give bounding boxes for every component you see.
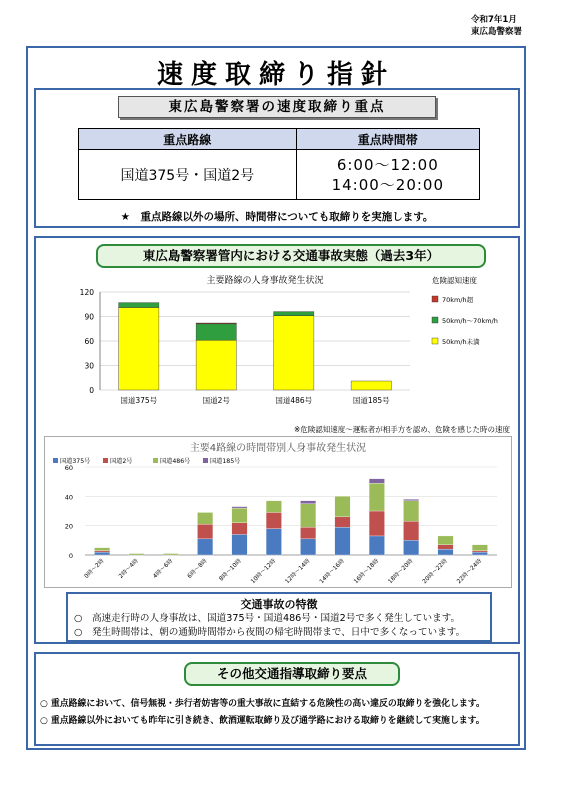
legend-label: 50km/h～70km/h (442, 317, 498, 325)
legend-label: 国道2号 (110, 458, 133, 465)
y-tick-label: 60 (84, 337, 94, 346)
bar-segment (163, 554, 178, 555)
bar-segment (94, 552, 109, 555)
bar-segment (403, 521, 418, 540)
y-tick-label: 120 (79, 288, 94, 297)
y-tick-label: 20 (64, 522, 73, 531)
timeband-accident-chart (45, 437, 511, 587)
legend-swatch (432, 317, 438, 323)
other-items (40, 696, 516, 730)
bar-segment (197, 524, 212, 539)
bar-segment (197, 512, 212, 524)
feature-item: ○ 発生時間帯は、朝の通勤時間帯から夜間の帰宅時間帯まで、日中で多くなっています。 (74, 627, 466, 638)
bar-segment (472, 545, 487, 551)
x-tick-label: 6時～8時 (186, 558, 209, 580)
x-tick-label: 国道486号 (275, 396, 313, 405)
main-frame (26, 46, 526, 750)
bar-segment (129, 554, 144, 555)
bar-segment (197, 539, 212, 555)
route-value: 国道375号・国道2号 (79, 150, 297, 200)
bar-segment (403, 499, 418, 500)
legend-label: 国道185号 (210, 458, 241, 465)
legend-swatch (432, 338, 438, 344)
chart-title: 主要路線の人身事故発生状況 (206, 276, 324, 286)
legend-swatch (103, 458, 108, 463)
header-office: 東広島警察署 (470, 27, 522, 37)
y-tick-label: 0 (89, 386, 94, 395)
x-tick-label: 2時～4時 (118, 558, 140, 580)
y-tick-label: 30 (84, 361, 94, 371)
bar-segment (438, 549, 453, 555)
x-tick-label: 14時～16時 (318, 558, 346, 586)
bar-segment (300, 539, 315, 555)
feature-item: ○ 高速走行時の人身事故は、国道375号・国道486号・国道2号で多く発生しています。 (74, 613, 461, 624)
legend-swatch (153, 458, 158, 463)
x-tick-label: 10時～12時 (250, 558, 278, 586)
bar-segment (438, 545, 453, 549)
bar-segment (196, 340, 236, 390)
bar-segment (335, 527, 350, 555)
legend-swatch (203, 458, 208, 463)
x-tick-label: 4時～6時 (152, 558, 175, 580)
bar-segment (232, 523, 247, 535)
timeband-chart-box (44, 436, 512, 588)
route-accident-chart (52, 272, 516, 422)
y-tick-label: 60 (64, 464, 73, 472)
other-item: ○ 重点路線以外においても昨年に引き続き、飲酒運転取締り及び通学路における取締りを継続して実施します。 (40, 716, 485, 726)
priority-heading: 東広島警察署の速度取締り重点 (118, 96, 436, 118)
legend-label: 50km/h未満 (442, 338, 480, 346)
bar-segment (403, 540, 418, 555)
bar-segment (94, 551, 109, 552)
y-tick-label: 40 (64, 493, 73, 502)
bar-segment (472, 551, 487, 552)
bar-segment (369, 511, 384, 536)
legend-label: 国道486号 (160, 458, 191, 465)
legend-label: 70km/h超 (442, 296, 474, 304)
bar-segment (232, 508, 247, 523)
time-column-header: 重点時間帯 (296, 129, 479, 150)
time-value (296, 150, 479, 200)
header-date: 令和7年1月 (470, 15, 517, 25)
bar-segment (266, 501, 281, 513)
bar-segment (369, 479, 384, 483)
x-tick-label: 国道375号 (120, 396, 158, 405)
x-tick-label: 16時～18時 (353, 558, 381, 586)
bar-segment (119, 303, 159, 308)
bar-segment (300, 501, 315, 504)
accident-heading: 東広島警察署管内における交通事故実態（過去3年） (96, 244, 486, 268)
y-tick-label: 0 (68, 552, 73, 560)
bar-segment (351, 381, 391, 390)
features-box (66, 592, 492, 642)
chart-note: ※危険認知速度～運転者が相手方を認め、危険を感じた時の速度 (294, 425, 510, 434)
y-tick-label: 90 (84, 312, 94, 322)
bar-segment (274, 316, 314, 390)
bar-segment (369, 536, 384, 555)
bar-segment (438, 536, 453, 545)
x-tick-label: 12時～14時 (284, 558, 312, 586)
accident-section (34, 236, 520, 644)
x-tick-label: 国道185号 (352, 396, 390, 405)
legend-label: 国道375号 (60, 458, 91, 465)
priority-note: ★ 重点路線以外の場所、時間帯についても取締りを実施します。 (120, 211, 434, 223)
time-slot-1: 6:00～12:00 (336, 155, 439, 174)
x-tick-label: 20時～22時 (421, 558, 449, 586)
bar-segment (403, 501, 418, 522)
bar-segment (369, 483, 384, 511)
x-tick-label: 18時～20時 (387, 558, 415, 586)
other-heading: その他交通指導取締り要点 (184, 662, 400, 686)
bar-segment (196, 323, 236, 324)
x-tick-label: 22時～24時 (456, 558, 484, 586)
bar-segment (94, 548, 109, 551)
x-tick-label: 0時～2時 (83, 558, 106, 580)
priority-table (78, 128, 480, 200)
legend-title: 危険認知速度 (432, 276, 477, 285)
bar-segment (119, 308, 159, 390)
bar-segment (274, 312, 314, 316)
route-column-header: 重点路線 (79, 129, 297, 150)
bar-segment (335, 496, 350, 517)
bar-segment (335, 517, 350, 527)
features-title: 交通事故の特徴 (240, 598, 318, 611)
bar-segment (196, 324, 236, 340)
bar-segment (472, 552, 487, 555)
legend-swatch (432, 296, 438, 302)
bar-segment (232, 507, 247, 508)
chart-title: 主要4路線の時間帯別人身事故発生状況 (189, 443, 367, 454)
x-tick-label: 国道2号 (202, 396, 230, 405)
bar-segment (300, 504, 315, 527)
bar-segment (266, 512, 281, 528)
time-slot-2: 14:00～20:00 (331, 175, 445, 194)
x-tick-label: 8時～10時 (218, 558, 243, 583)
bar-segment (300, 527, 315, 539)
other-section (34, 652, 520, 746)
other-item: ○ 重点路線において、信号無視・歩行者妨害等の重大事故に直結する危険性の高い違反の取締りを強化します。 (40, 699, 485, 709)
bar-segment (266, 529, 281, 555)
document-header (471, 14, 522, 38)
page-title: 速度取締り指針 (156, 60, 395, 90)
bar-segment (232, 534, 247, 555)
legend-swatch (53, 458, 58, 463)
priority-section (34, 88, 520, 228)
